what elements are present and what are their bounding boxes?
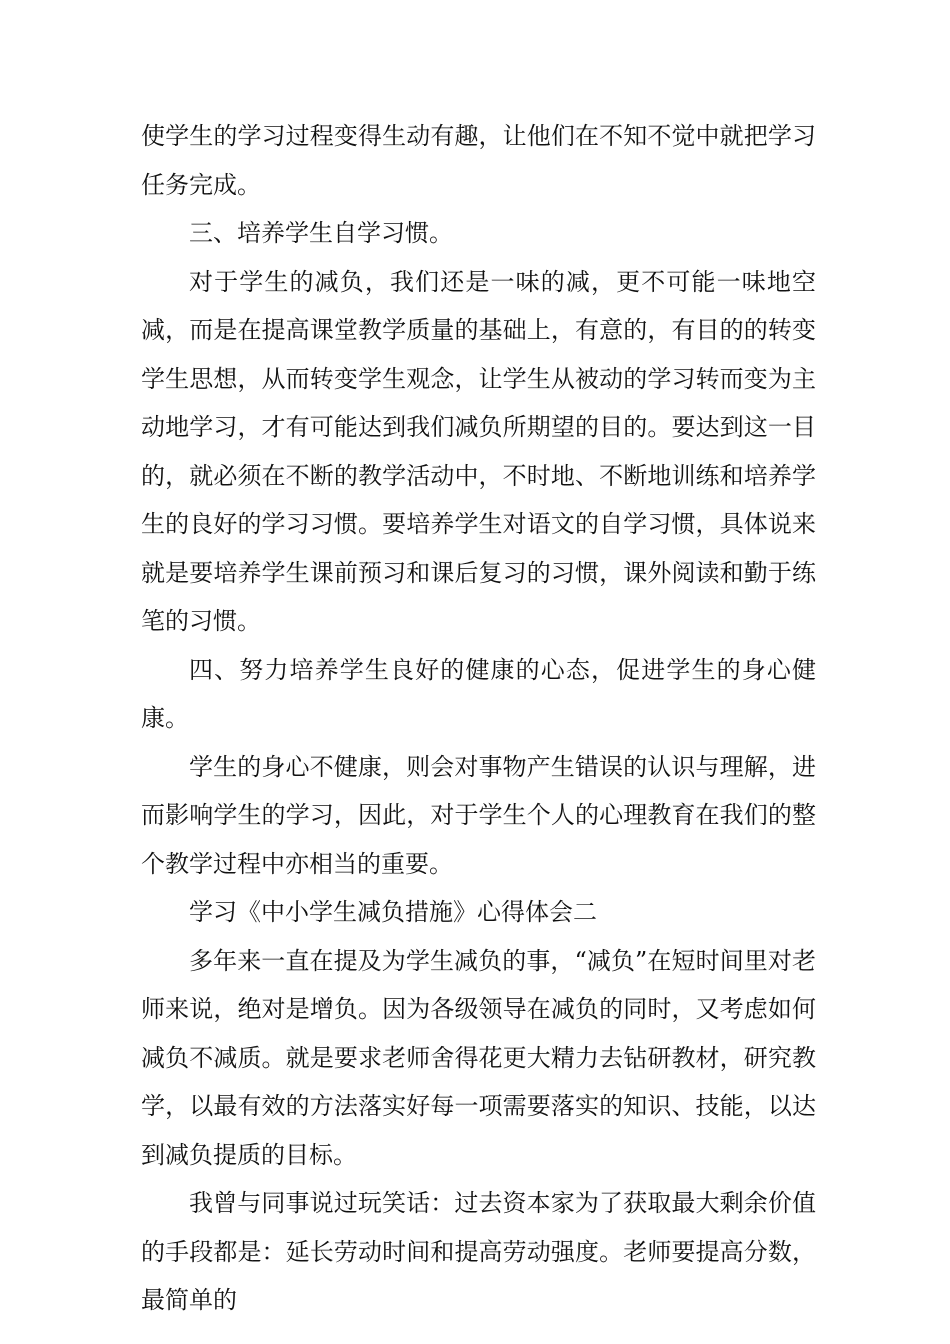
paragraph-joke: 我曾与同事说过玩笑话：过去资本家为了获取最大剩余价值的手段都是：延长劳动时间和提高劳动强度。老师要提高分数，最简单的 <box>141 1189 816 1314</box>
paragraph-burden-reduction: 多年来一直在提及为学生减负的事，“减负”在短时间里对老师来说，绝对是增负。因为各级领导在减负的同时，又考虑如何减负不减质。就是要求老师舍得花更大精力去钻研教材，研究教学，以最有效的方法落实好每一项需要落实的知识、技能，以达到减负提质的目标。 <box>141 946 816 1169</box>
paragraph-continuation: 使学生的学习过程变得生动有趣，让他们在不知不觉中就把学习任务完成。 <box>141 122 816 199</box>
section-heading-4: 四、努力培养学生良好的健康的心态，促进学生的身心健康。 <box>141 655 816 732</box>
section-heading-3: 三、培养学生自学习惯。 <box>189 219 453 247</box>
article-title-2: 学习《中小学生减负措施》心得体会二 <box>189 898 597 926</box>
document-body <box>141 112 816 1325</box>
paragraph-self-study: 对于学生的减负，我们还是一味的减，更不可能一味地空减，而是在提高课堂教学质量的基础上，有意的，有目的的转变学生思想，从而转变学生观念，让学生从被动的学习转而变为主动地学习，才有可能达到我们减负所期望的目的。要达到这一目的，就必须在不断的教学活动中，不时地、不断地训练和培养学生的良好的学习习惯。要培养学生对语文的自学习惯，具体说来就是要培养学生课前预习和课后复习的习惯，课外阅读和勤于练笔的习惯。 <box>141 267 816 635</box>
paragraph-mental-health: 学生的身心不健康，则会对事物产生错误的认识与理解，进而影响学生的学习，因此，对于学生个人的心理教育在我们的整个教学过程中亦相当的重要。 <box>141 752 816 878</box>
